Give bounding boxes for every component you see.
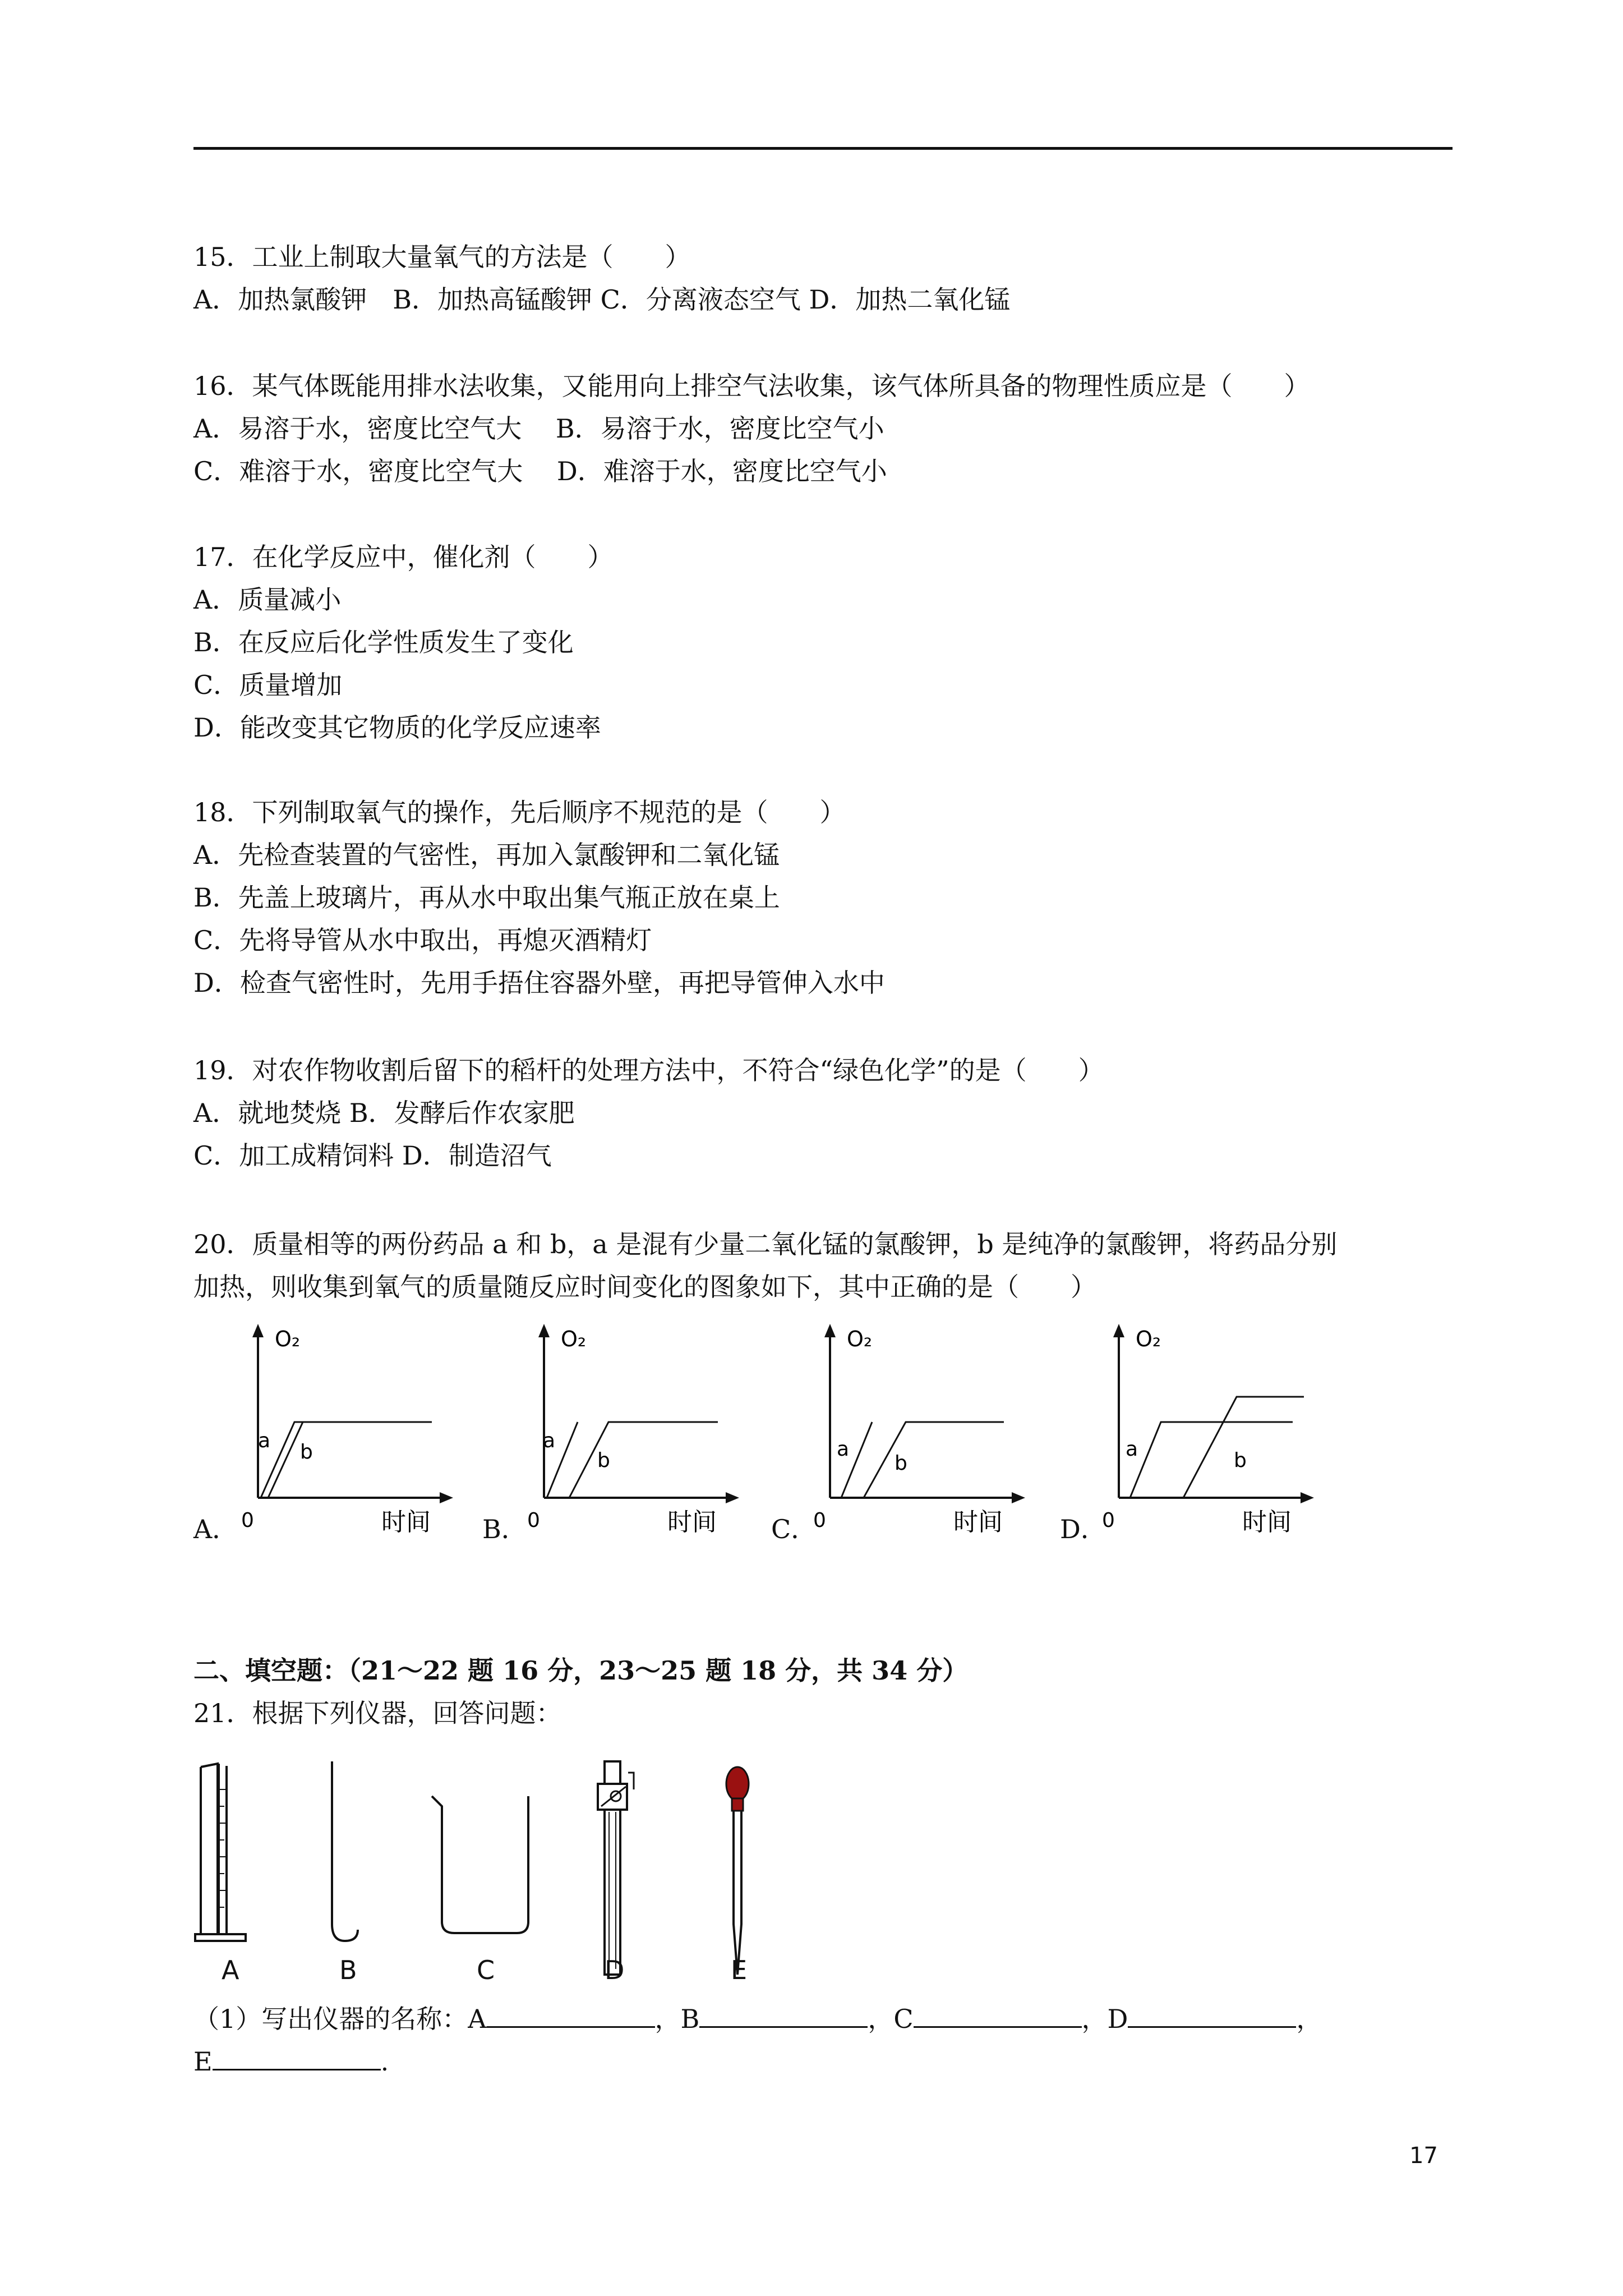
x-axis-label: 时间 <box>1242 1508 1292 1536</box>
question-number: 20． <box>193 1229 252 1259</box>
answer-blank-b[interactable] <box>699 1997 868 2028</box>
options-line: C．难溶于水，密度比空气大 D．难溶于水，密度比空气小 <box>193 456 887 486</box>
answer-blank-a[interactable] <box>487 1997 655 2028</box>
test-tube-clamp-icon <box>598 1761 634 1975</box>
option-a: A．先检查装置的气密性，再加入氯酸钾和二氧化锰 <box>193 840 780 870</box>
curve-b-label: b <box>895 1452 907 1475</box>
graph-b <box>516 1318 740 1554</box>
question-number: 18． <box>193 797 252 827</box>
question-stem: 下列制取氧气的操作，先后顺序不规范的是（ ） <box>252 797 846 827</box>
y-axis-label: O₂ <box>847 1327 873 1351</box>
option-a: A．质量减小 <box>193 585 342 615</box>
option-b: B．先盖上玻璃片，再从水中取出集气瓶正放在桌上 <box>193 882 780 913</box>
option-c: C．先将导管从水中取出，再熄灭酒精灯 <box>193 925 652 955</box>
question-number: 19． <box>193 1055 252 1085</box>
graph-c <box>802 1318 1026 1554</box>
page-number: 17 <box>1409 2143 1438 2169</box>
part1-prefix: （1）写出仪器的名称：A <box>193 2004 487 2034</box>
blank-separator: ，D <box>1081 2004 1128 2034</box>
beaker-icon <box>432 1796 528 1933</box>
option-d: D．检查气密性时，先用手捂住容器外壁，再把导管伸入水中 <box>193 968 885 998</box>
section-title: 二、填空题：（21～22 题 16 分，23～25 题 18 分，共 34 分） <box>193 1655 969 1686</box>
y-axis-label: O₂ <box>561 1327 587 1351</box>
question-stem: 对农作物收割后留下的稻杆的处理方法中，不符合“绿色化学”的是（ ） <box>252 1055 1104 1085</box>
graph-d <box>1091 1318 1315 1554</box>
instrument-label-b: B <box>339 1955 357 1985</box>
y-axis-label: O₂ <box>275 1327 301 1351</box>
instrument-label-d: D <box>605 1955 625 1985</box>
x-axis-label: 时间 <box>381 1508 431 1536</box>
blank-separator: ， <box>1296 2004 1322 2034</box>
question-21-stem: 21．根据下列仪器，回答问题： <box>193 1698 562 1728</box>
curve-b-label: b <box>597 1449 610 1472</box>
question-19 <box>193 1049 1455 1177</box>
y-axis-label: O₂ <box>1136 1327 1161 1351</box>
instrument-label-e: E <box>731 1955 748 1985</box>
section-2 <box>193 1649 1455 1734</box>
curve-b-label: b <box>300 1441 313 1464</box>
x-axis-label: 时间 <box>667 1508 717 1536</box>
curve-b-label: b <box>1234 1449 1247 1472</box>
options-line: C．加工成精饲料 D．制造沼气 <box>193 1140 552 1171</box>
blank-e-label: E <box>193 2046 213 2077</box>
options-line: A．加热氯酸钾 B．加热高锰酸钾 C．分离液态空气 D．加热二氧化锰 <box>193 284 1011 315</box>
answer-blank-e[interactable] <box>213 2040 381 2070</box>
option-c: C．质量增加 <box>193 670 343 700</box>
question-stem: 某气体既能用排水法收集，又能用向上排空气法收集，该气体所具备的物理性质应是（ ） <box>252 371 1310 401</box>
question-18 <box>193 791 1455 1004</box>
question-21-part-1 <box>193 1997 1455 2082</box>
dropper-icon <box>726 1767 749 1975</box>
question-15 <box>193 236 1455 321</box>
graph-option-c-label: C． <box>771 1514 817 1544</box>
period: . <box>380 2046 389 2077</box>
answer-blank-c[interactable] <box>914 1997 1082 2028</box>
question-17 <box>193 536 1455 749</box>
graduated-cylinder-icon <box>195 1764 246 1941</box>
blank-separator: ，B <box>654 2004 700 2034</box>
graph-a <box>230 1318 454 1554</box>
origin-label: 0 <box>527 1509 540 1532</box>
question-stem: 工业上制取大量氧气的方法是（ ） <box>252 242 691 272</box>
question-16 <box>193 365 1455 493</box>
blank-separator: ，C <box>868 2004 914 2034</box>
graph-option-a-label: A． <box>193 1514 238 1544</box>
question-stem-continued: 加热，则收集到氧气的质量随反应时间变化的图象如下，其中正确的是（ ） <box>193 1272 1096 1302</box>
test-tube-icon <box>332 1761 358 1941</box>
question-20 <box>193 1223 1455 1308</box>
x-axis-label: 时间 <box>953 1508 1003 1536</box>
question-number: 15． <box>193 242 252 272</box>
option-d: D．能改变其它物质的化学反应速率 <box>193 712 601 743</box>
graph-option-d-label: D． <box>1060 1514 1106 1544</box>
curve-a-label: a <box>543 1429 556 1452</box>
option-b: B．在反应后化学性质发生了变化 <box>193 627 574 657</box>
question-number: 17． <box>193 542 252 572</box>
question-stem: 质量相等的两份药品 a 和 b，a 是混有少量二氧化锰的氯酸钾，b 是纯净的氯酸钾，将药品分别 <box>252 1229 1338 1259</box>
header-rule <box>193 147 1453 150</box>
curve-a-label: a <box>1126 1438 1138 1461</box>
options-line: A．就地焚烧 B．发酵后作农家肥 <box>193 1098 575 1128</box>
curve-a-label: a <box>258 1429 271 1452</box>
graph-option-b-label: B． <box>482 1514 527 1544</box>
origin-label: 0 <box>1102 1509 1115 1532</box>
origin-label: 0 <box>241 1509 254 1532</box>
origin-label: 0 <box>813 1509 826 1532</box>
curve-a-label: a <box>837 1438 850 1461</box>
answer-blank-d[interactable] <box>1128 1997 1296 2028</box>
instrument-label-c: C <box>477 1955 495 1985</box>
question-number: 16． <box>193 371 252 401</box>
options-line: A．易溶于水，密度比空气大 B．易溶于水，密度比空气小 <box>193 413 884 444</box>
question-stem: 在化学反应中，催化剂（ ） <box>252 542 614 572</box>
instrument-label-a: A <box>222 1955 239 1985</box>
